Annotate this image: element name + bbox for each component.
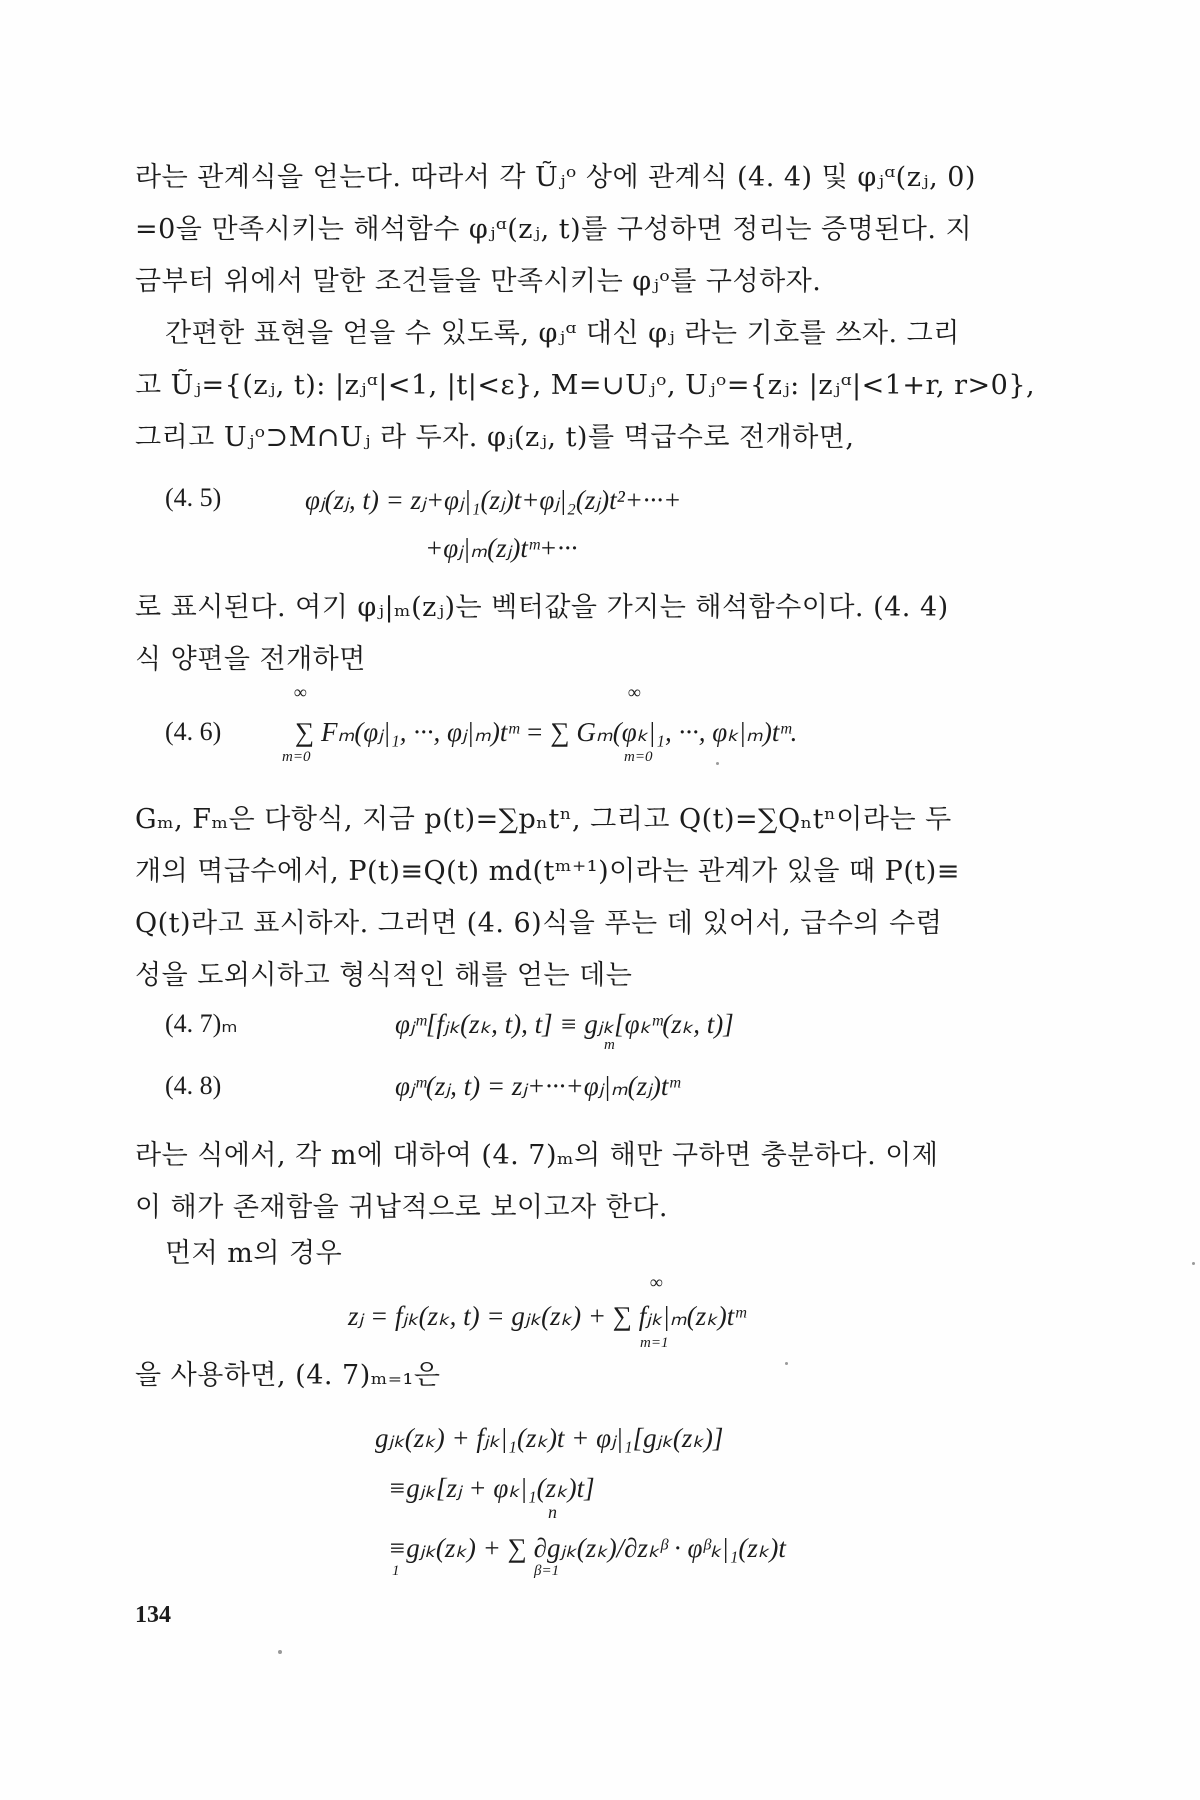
- text-line: 식 양편을 전개하면: [135, 644, 366, 675]
- equation: φⱼ(zⱼ, t) = zⱼ+φⱼ|₁(zⱼ)t+φⱼ|₂(zⱼ)t²+···+: [305, 485, 682, 515]
- text-line: Gₘ, Fₘ은 다항식, 지금 p(t)=∑pₙtⁿ, 그리고 Q(t)=∑Qₙtⁿ이라는 두: [135, 804, 952, 835]
- equation-label: (4. 6): [165, 717, 222, 746]
- sum-lower-limit: m=0: [282, 749, 311, 765]
- equation-label: (4. 8): [165, 1071, 222, 1100]
- equation-label: (4. 7)ₘ: [165, 1009, 238, 1038]
- sum-lower-limit: m=0: [624, 749, 653, 765]
- sum-upper-limit: ∞: [650, 1272, 663, 1292]
- text-line: 그리고 Uⱼᵒ⊃M∩Uⱼ 라 두자. φⱼ(zⱼ, t)를 멱급수로 전개하면,: [135, 422, 855, 453]
- text-line: 금부터 위에서 말한 조건들을 만족시키는 φⱼᵒ를 구성하자.: [135, 266, 822, 297]
- text-line: 간편한 표현을 얻을 수 있도록, φⱼᵅ 대신 φⱼ 라는 기호를 쓰자. 그리: [165, 318, 960, 349]
- equation: ∑ Fₘ(φⱼ|₁, ···, φⱼ|ₘ)tᵐ = ∑ Gₘ(φₖ|₁, ···, φₖ|ₘ)tᵐ.: [295, 717, 798, 747]
- sum-upper-limit: n: [548, 1502, 557, 1522]
- text-line: 을 사용하면, (4. 7)ₘ₌₁은: [135, 1360, 441, 1391]
- equation: φⱼᵐ[fⱼₖ(zₖ, t), t] ≡ gⱼₖ[φₖᵐ(zₖ, t)]: [395, 1009, 734, 1039]
- equation: ≡gⱼₖ[zⱼ + φₖ|₁(zₖ)t]: [388, 1473, 595, 1503]
- equation-label: (4. 5): [165, 483, 222, 512]
- text-line: 개의 멱급수에서, P(t)≡Q(t) md(tᵐ⁺¹)이라는 관계가 있을 때 P(t)≡: [135, 856, 960, 887]
- text-line: 고 Ũⱼ={(zⱼ, t): |zⱼᵅ|<1, |t|<ε}, M=∪Uⱼᵒ, Uⱼᵒ={zⱼ: |zⱼᵅ|<1+r, r>0},: [135, 370, 1036, 401]
- scan-speck: [278, 1650, 282, 1654]
- text-line: 라는 관계식을 얻는다. 따라서 각 Ũⱼᵒ 상에 관계식 (4. 4) 및 φⱼᵅ(zⱼ, 0): [135, 162, 976, 193]
- scan-speck: [1192, 1262, 1195, 1265]
- scan-speck: [785, 1362, 788, 1365]
- sum-upper-limit: ∞: [628, 682, 641, 702]
- scan-speck: [716, 762, 719, 765]
- sum-lower-limit: β=1: [534, 1563, 560, 1579]
- equation: gⱼₖ(zₖ) + fⱼₖ|₁(zₖ)t + φⱼ|₁[gⱼₖ(zₖ)]: [375, 1423, 724, 1453]
- equation-subscript: 1: [392, 1563, 400, 1579]
- sum-lower-limit: m=1: [640, 1335, 669, 1351]
- text-line: 로 표시된다. 여기 φⱼ|ₘ(zⱼ)는 벡터값을 가지는 해석함수이다. (4. 4): [135, 592, 949, 623]
- equation: +φⱼ|ₘ(zⱼ)tᵐ+···: [425, 533, 578, 563]
- equation-subscript: m: [604, 1037, 615, 1053]
- text-line: 라는 식에서, 각 m에 대하여 (4. 7)ₘ의 해만 구하면 충분하다. 이제: [135, 1140, 939, 1171]
- text-line: =0을 만족시키는 해석함수 φⱼᵅ(zⱼ, t)를 구성하면 정리는 증명된다. 지: [135, 214, 973, 245]
- equation: φⱼᵐ(zⱼ, t) = zⱼ+···+φⱼ|ₘ(zⱼ)tᵐ: [395, 1071, 680, 1101]
- text-line: 이 해가 존재함을 귀납적으로 보이고자 한다.: [135, 1192, 668, 1223]
- equation: ≡gⱼₖ(zₖ) + ∑ ∂gⱼₖ(zₖ)/∂zₖᵝ · φᵝₖ|₁(zₖ)t: [388, 1533, 786, 1563]
- text-line: 성을 도외시하고 형식적인 해를 얻는 데는: [135, 960, 633, 991]
- equation: zⱼ = fⱼₖ(zₖ, t) = gⱼₖ(zₖ) + ∑ fⱼₖ|ₘ(zₖ)tᵐ: [348, 1301, 746, 1331]
- sum-upper-limit: ∞: [294, 682, 307, 702]
- text-line: Q(t)라고 표시하자. 그러면 (4. 6)식을 푸는 데 있어서, 급수의 수렴: [135, 908, 943, 939]
- text-line: 먼저 m의 경우: [165, 1238, 343, 1269]
- page-number: 134: [135, 1602, 171, 1628]
